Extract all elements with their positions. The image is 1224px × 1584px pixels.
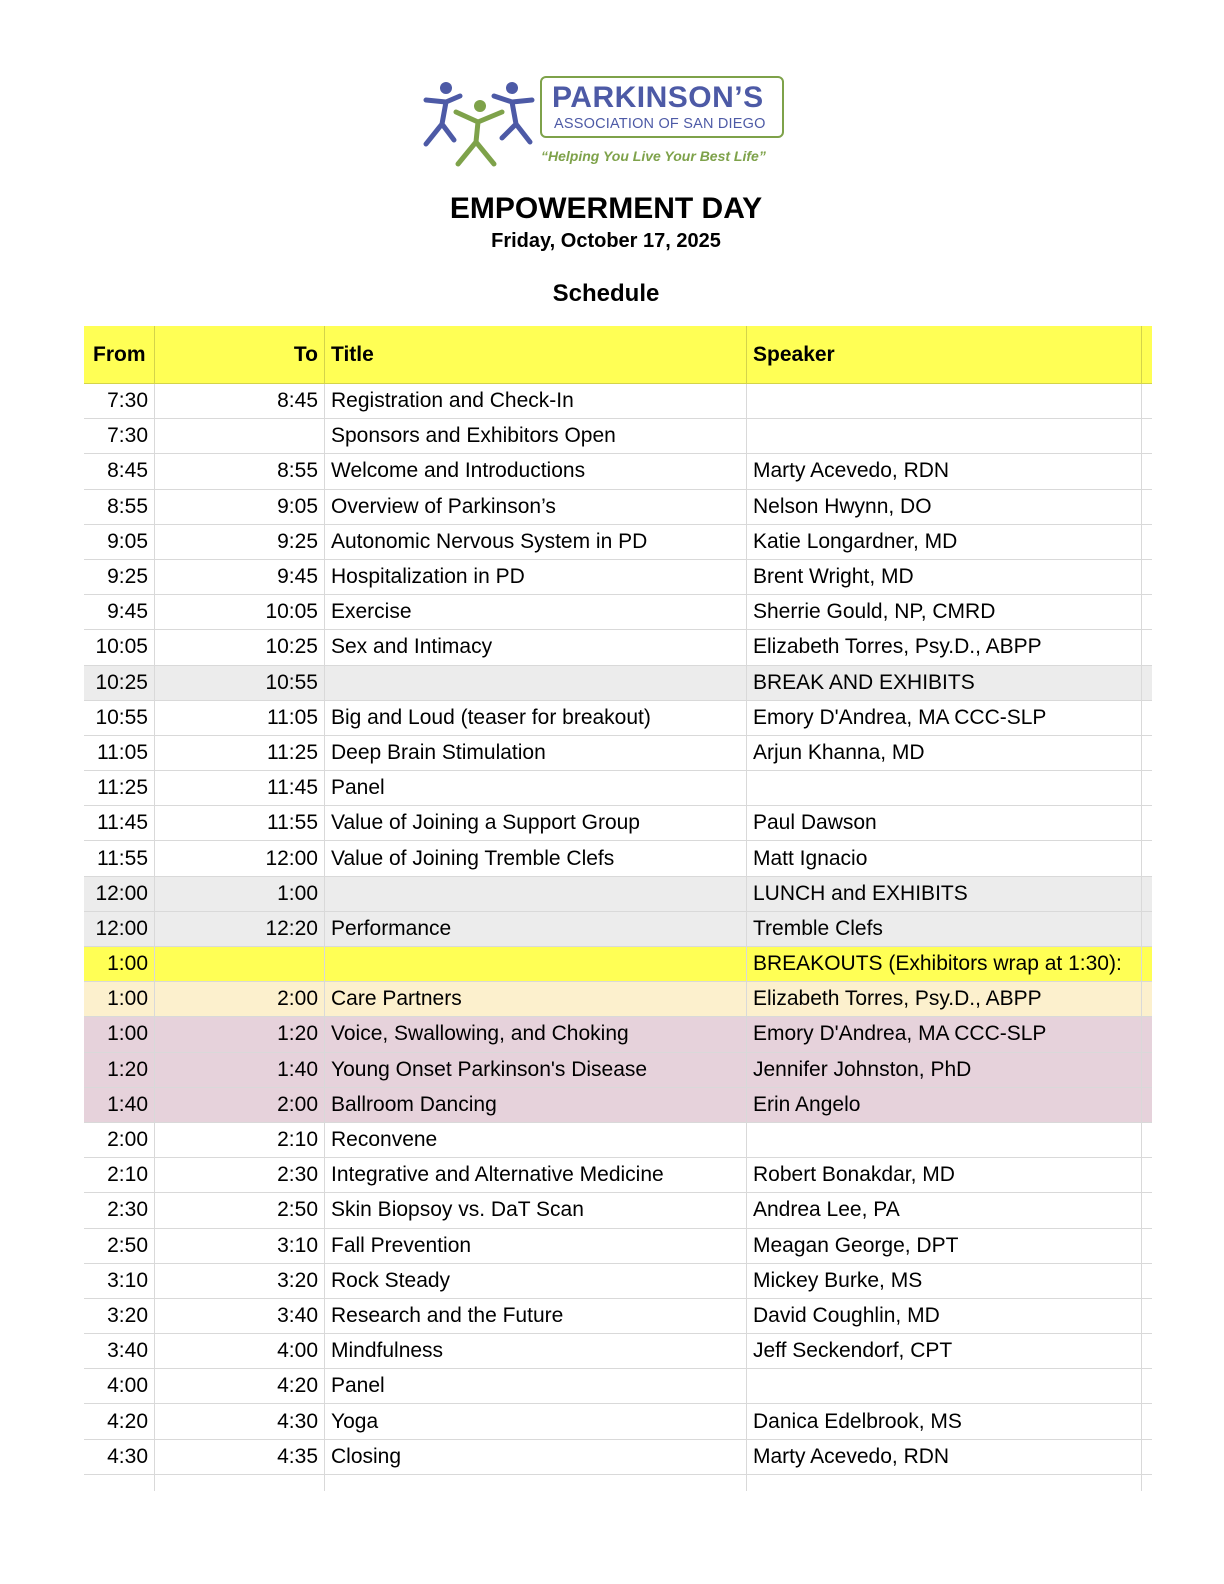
logo-subtitle: ASSOCIATION OF SAN DIEGO [554,116,766,132]
cell-tail [1142,947,1152,981]
cell-title: Fall Prevention [325,1229,747,1263]
table-row [84,1264,1152,1299]
cell-tail [1142,525,1152,559]
table-row [84,771,1152,806]
cell-from: 2:00 [84,1123,155,1157]
cell-title [325,877,747,911]
cell-speaker: Emory D'Andrea, MA CCC-SLP [747,701,1142,735]
cell-title: Rock Steady [325,1264,747,1298]
cell-from: 4:20 [84,1404,155,1438]
cell-speaker: Erin Angelo [747,1088,1142,1122]
cell-from: 3:20 [84,1299,155,1333]
cell-tail [1142,454,1152,488]
table-header-row [84,326,1152,384]
table-row [84,1053,1152,1088]
cell-title: Autonomic Nervous System in PD [325,525,747,559]
cell-speaker: BREAK AND EXHIBITS [747,666,1142,700]
cell-to: 10:55 [155,666,325,700]
cell-speaker [747,419,1142,453]
cell-title [325,947,747,981]
schedule-table [84,326,1152,1491]
cell-from: 1:00 [84,947,155,981]
cell-speaker: Danica Edelbrook, MS [747,1404,1142,1438]
table-row [84,1440,1152,1475]
cell-to: 2:50 [155,1193,325,1227]
cell-tail [1142,1440,1152,1474]
cell-to: 12:00 [155,841,325,875]
header-from: From [84,326,155,383]
cell-from: 2:30 [84,1193,155,1227]
table-row [84,1334,1152,1369]
cell-title: Registration and Check-In [325,384,747,418]
cell-speaker: Emory D'Andrea, MA CCC-SLP [747,1017,1142,1051]
cell-title: Hospitalization in PD [325,560,747,594]
cell-title: Value of Joining a Support Group [325,806,747,840]
cell-speaker: Marty Acevedo, RDN [747,454,1142,488]
cell-tail [1142,490,1152,524]
cell-title: Performance [325,912,747,946]
cell-to: 9:45 [155,560,325,594]
cell-title: Sex and Intimacy [325,630,747,664]
table-row [84,1369,1152,1404]
cell-title: Skin Biopsoy vs. DaT Scan [325,1193,747,1227]
cell-tail [1142,982,1152,1016]
cell-from: 1:00 [84,982,155,1016]
cell-to: 8:55 [155,454,325,488]
cell-title: Panel [325,1369,747,1403]
cell-speaker [747,384,1142,418]
table-row [84,525,1152,560]
table-row [84,490,1152,525]
cell-from: 11:45 [84,806,155,840]
cell-speaker: Matt Ignacio [747,841,1142,875]
cell-to: 4:35 [155,1440,325,1474]
cell-tail [1142,1193,1152,1227]
cell-tail [1142,912,1152,946]
table-row [84,1299,1152,1334]
cell-speaker [747,771,1142,805]
cell-title: Big and Loud (teaser for breakout) [325,701,747,735]
cell-from: 8:55 [84,490,155,524]
cell-tail [1142,701,1152,735]
table-row [84,1017,1152,1052]
cell-to: 3:40 [155,1299,325,1333]
cell-tail [1142,841,1152,875]
table-row [84,877,1152,912]
cell-to: 2:00 [155,982,325,1016]
cell-tail [1142,1334,1152,1368]
cell-speaker: Jeff Seckendorf, CPT [747,1334,1142,1368]
cell-tail [1142,595,1152,629]
cell-from: 11:05 [84,736,155,770]
cell-to: 10:25 [155,630,325,664]
cell-speaker: Katie Longardner, MD [747,525,1142,559]
cell-speaker: Sherrie Gould, NP, CMRD [747,595,1142,629]
cell-to: 11:55 [155,806,325,840]
cell-to: 11:05 [155,701,325,735]
cell-title: Voice, Swallowing, and Choking [325,1017,747,1051]
cell-from: 9:25 [84,560,155,594]
cell-tail [1142,1264,1152,1298]
table-row [84,736,1152,771]
cell-title: Mindfulness [325,1334,747,1368]
cell-title [325,666,747,700]
table-row [84,701,1152,736]
cell-speaker: Elizabeth Torres, Psy.D., ABPP [747,630,1142,664]
cell-from: 8:45 [84,454,155,488]
cell-to: 9:25 [155,525,325,559]
cell-speaker: Tremble Clefs [747,912,1142,946]
cell-speaker: Andrea Lee, PA [747,1193,1142,1227]
table-row [84,560,1152,595]
cell-title: Panel [325,771,747,805]
cell-to [155,419,325,453]
cell-from: 4:00 [84,1369,155,1403]
cell-speaker: Meagan George, DPT [747,1229,1142,1263]
cell-from: 10:05 [84,630,155,664]
cell-title: Overview of Parkinson’s [325,490,747,524]
cell-from: 7:30 [84,384,155,418]
table-row [84,1193,1152,1228]
table-row [84,1158,1152,1193]
cell-from: 12:00 [84,877,155,911]
cell-tail [1142,771,1152,805]
table-row [84,982,1152,1017]
table-row [84,630,1152,665]
cell-speaker: Brent Wright, MD [747,560,1142,594]
cell-title: Research and the Future [325,1299,747,1333]
cell-to: 10:05 [155,595,325,629]
cell-to: 11:25 [155,736,325,770]
header-title: Title [325,326,747,383]
people-figures-icon [420,78,538,170]
event-date: Friday, October 17, 2025 [491,230,721,252]
table-row [84,1404,1152,1439]
cell-from: 7:30 [84,419,155,453]
cell-to: 1:40 [155,1053,325,1087]
table-row [84,912,1152,947]
table-row [84,841,1152,876]
table-body [84,384,1152,1475]
cell-tail [1142,806,1152,840]
cell-tail [1142,630,1152,664]
cell-from: 9:05 [84,525,155,559]
cell-from: 3:10 [84,1264,155,1298]
cell-tail [1142,1088,1152,1122]
logo-wordmark-box [540,76,784,138]
table-tail-space [84,1475,1152,1491]
cell-tail [1142,560,1152,594]
table-row [84,1229,1152,1264]
cell-tail [1142,666,1152,700]
cell-to: 4:00 [155,1334,325,1368]
cell-tail [1142,1229,1152,1263]
cell-title: Exercise [325,595,747,629]
logo-tagline: “Helping You Live Your Best Life” [541,148,766,164]
cell-speaker: Robert Bonakdar, MD [747,1158,1142,1192]
cell-to: 9:05 [155,490,325,524]
cell-tail [1142,1404,1152,1438]
table-row [84,454,1152,489]
cell-to: 4:30 [155,1404,325,1438]
cell-from: 9:45 [84,595,155,629]
cell-from: 2:50 [84,1229,155,1263]
cell-speaker: Marty Acevedo, RDN [747,1440,1142,1474]
cell-to: 2:10 [155,1123,325,1157]
cell-tail [1142,384,1152,418]
cell-to: 1:20 [155,1017,325,1051]
table-row [84,595,1152,630]
cell-title: Deep Brain Stimulation [325,736,747,770]
cell-from: 1:40 [84,1088,155,1122]
cell-to [155,947,325,981]
cell-title: Care Partners [325,982,747,1016]
cell-speaker: Arjun Khanna, MD [747,736,1142,770]
cell-title: Value of Joining Tremble Clefs [325,841,747,875]
cell-speaker: Nelson Hwynn, DO [747,490,1142,524]
cell-tail [1142,1158,1152,1192]
cell-tail [1142,419,1152,453]
cell-speaker: David Coughlin, MD [747,1299,1142,1333]
cell-tail [1142,1299,1152,1333]
header-to: To [155,326,325,383]
cell-from: 10:55 [84,701,155,735]
cell-to: 12:20 [155,912,325,946]
cell-from: 3:40 [84,1334,155,1368]
cell-title: Young Onset Parkinson's Disease [325,1053,747,1087]
cell-to: 3:10 [155,1229,325,1263]
cell-to: 3:20 [155,1264,325,1298]
cell-speaker: Mickey Burke, MS [747,1264,1142,1298]
cell-from: 11:25 [84,771,155,805]
organization-logo [420,74,800,174]
table-row [84,1123,1152,1158]
cell-from: 1:00 [84,1017,155,1051]
cell-tail [1142,1053,1152,1087]
logo-name: PARKINSON’S [552,81,764,114]
cell-speaker: LUNCH and EXHIBITS [747,877,1142,911]
cell-tail [1142,1017,1152,1051]
table-row [84,806,1152,841]
cell-from: 11:55 [84,841,155,875]
cell-from: 12:00 [84,912,155,946]
cell-from: 4:30 [84,1440,155,1474]
event-title: EMPOWERMENT DAY [449,192,763,225]
cell-speaker: Paul Dawson [747,806,1142,840]
cell-title: Sponsors and Exhibitors Open [325,419,747,453]
cell-title: Yoga [325,1404,747,1438]
cell-title: Ballroom Dancing [325,1088,747,1122]
cell-from: 1:20 [84,1053,155,1087]
table-row [84,419,1152,454]
cell-to: 2:00 [155,1088,325,1122]
cell-title: Welcome and Introductions [325,454,747,488]
header-speaker: Speaker [747,326,1142,383]
cell-from: 10:25 [84,666,155,700]
table-row [84,1088,1152,1123]
cell-to: 8:45 [155,384,325,418]
cell-tail [1142,1369,1152,1403]
cell-to: 1:00 [155,877,325,911]
section-title: Schedule [552,280,660,307]
cell-speaker [747,1123,1142,1157]
cell-from: 2:10 [84,1158,155,1192]
cell-speaker: Jennifer Johnston, PhD [747,1053,1142,1087]
table-row [84,666,1152,701]
cell-title: Closing [325,1440,747,1474]
cell-to: 11:45 [155,771,325,805]
cell-tail [1142,877,1152,911]
cell-speaker: BREAKOUTS (Exhibitors wrap at 1:30): [747,947,1142,981]
cell-speaker [747,1369,1142,1403]
cell-to: 4:20 [155,1369,325,1403]
header-tail [1142,326,1152,383]
cell-title: Reconvene [325,1123,747,1157]
cell-speaker: Elizabeth Torres, Psy.D., ABPP [747,982,1142,1016]
table-row [84,947,1152,982]
cell-title: Integrative and Alternative Medicine [325,1158,747,1192]
cell-to: 2:30 [155,1158,325,1192]
cell-tail [1142,1123,1152,1157]
table-row [84,384,1152,419]
cell-tail [1142,736,1152,770]
